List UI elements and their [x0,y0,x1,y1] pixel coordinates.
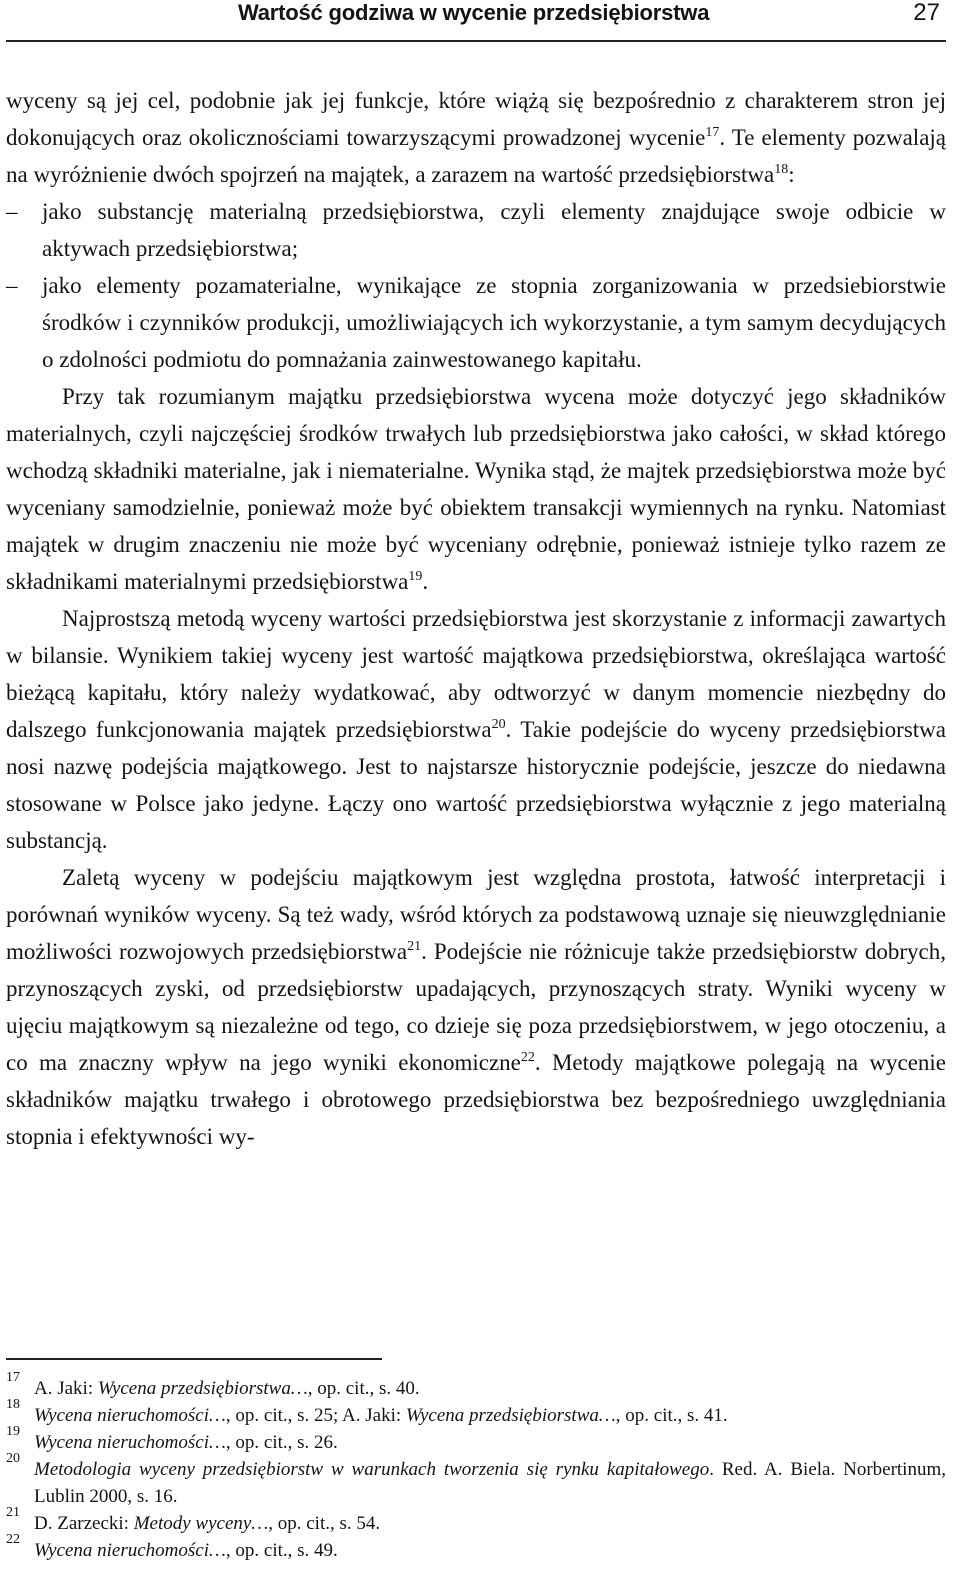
footnote-number: 19 [6,1424,20,1439]
list-item [6,193,946,267]
paragraph-1 [6,82,946,193]
footnote-text: , op. cit., s. 25; A. Jaki: [225,1405,406,1426]
list-item-text: jako elementy pozamaterialne, wynikające ze stopnia zorganizowania w przedsiebiorstwie środków i czynników produkcji, umożliwiających ich wykorzystanie, a tym samym decydujących o zdolności podmiotu do pomnażania zainwestowanego kapitału. [42,273,946,372]
footnote [6,1451,946,1510]
paragraph-4 [6,859,946,1155]
footnote-ref: 19 [408,569,423,584]
footnote [6,1424,946,1456]
footnote-title: Wycena przedsiębiorstwa… [405,1405,616,1426]
footnote-ref: 21 [407,939,422,954]
footnote-ref: 18 [774,162,789,177]
footnote-text: . Red. A. Biela. Norbertinum, Lublin 2000, s. 16. [34,1459,946,1507]
footnote-ref: 22 [520,1050,535,1065]
footnote-text: , op. cit., s. 40. [307,1378,420,1399]
paragraph-3 [6,600,946,859]
paragraph-text: Zaletą wyceny w podejściu majątkowym jest względna prostota, łatwość interpretacji i porównań wyników wyceny. Są też wady, wśród których za podstawową uznaje się nieuwzględnianie możliwości rozwojowych przedsiębiorstwa [6,865,946,964]
footnote-title: Metody wyceny… [133,1513,269,1534]
footnote [6,1397,946,1429]
footnote-text: , op. cit., s. 54. [268,1513,381,1534]
paragraph-text: . [422,569,429,594]
main-text [6,82,946,1155]
footnote-text: , op. cit., s. 26. [225,1432,338,1453]
list-item [6,267,946,378]
list-item-text: jako substancję materialną przedsiębiorstwa, czyli elementy znajdujące swoje odbicie w aktywach przedsiębiorstwa; [42,199,946,261]
footnote [6,1532,946,1564]
footnote-separator [6,1358,382,1360]
footnote-number: 22 [6,1532,20,1547]
footnote [6,1505,946,1537]
paragraph-text: wyceny są jej cel, podobnie jak jej funkcje, które wiążą się bezpośrednio z charakterem stron jej dokonujących oraz okolicznościami towarzyszącymi prowadzonej wycenie [6,88,946,150]
paragraph-text: . Takie podejście do wyceny przedsiębiorstwa nosi nazwę podejścia majątkowego. Jest to najstarsze historycznie podejście, jeszcze do niedawna stosowane w Polsce jako jedyne. Łączy ono wartość przedsiębiorstwa wyłącznie z jego materialną substancją. [6,717,946,853]
footnote [6,1370,946,1402]
footnote-number: 17 [6,1370,20,1385]
dash-bullet: – [6,273,18,298]
footnote-number: 20 [6,1451,20,1466]
running-header [6,0,946,40]
footnotes [6,1370,946,1564]
paragraph-text: Najprostszą metodą wyceny wartości przedsiębiorstwa jest skorzystanie z informacji zawartych w bilansie. Wynikiem takiej wyceny jest wartość majątkowa przedsiębiorstwa, określająca wartość bieżącą kapitału, który należy wydatkować, aby odtworzyć w danym momencie niezbędny do dalszego funkcjonowania majątek przedsiębiorstwa [6,606,946,742]
footnote-number: 21 [6,1505,20,1520]
footnote-number: 18 [6,1397,20,1412]
footnote-text: D. Zarzecki: [34,1513,134,1534]
paragraph-text: Przy tak rozumianym majątku przedsiębiorstwa wycena może dotyczyć jego składników materialnych, czyli najczęściej środków trwałych lub przedsiębiorstwa jako całości, w skład którego wchodzą składniki materialne, jak i niematerialne. Wynika stąd, że majtek przedsiębiorstwa może być wyceniany samodzielnie, ponieważ może być obiektem transakcji wymiennych na rynku. Natomiast majątek w drugim znaczeniu nie może być wyceniany odrębnie, ponieważ istnieje tylko razem ze składnikami materialnymi przedsiębiorstwa [6,384,946,594]
page-number: 27 [913,0,940,26]
paragraph-text: . Te elementy pozwalają na wyróżnienie dwóch spojrzeń na majątek, a zarazem na wartość przedsiębiorstwa [6,125,946,187]
footnote-ref: 17 [705,125,720,140]
footnote-text: A. Jaki: [34,1378,98,1399]
paragraph-2 [6,378,946,600]
footnote-text: , op. cit., s. 49. [225,1540,338,1561]
paragraph-text: . Podejście nie różnicuje także przedsiębiorstw dobrych, przynoszących zyski, od przedsiębiorstw upadających, przynoszących straty. Wyniki wyceny w ujęciu majątkowym są niezależne od tego, co dzieje się poza przedsiębiorstwem, w jego otoczeniu, a co ma znaczny wpływ na jego wyniki ekonomiczne [6,939,946,1075]
footnote-title: Wycena nieruchomości… [34,1540,226,1561]
footnote-title: Wycena nieruchomości… [34,1432,226,1453]
running-title: Wartość godziwa w wycenie przedsiębiorstwa [238,0,710,25]
footnote-title: Wycena przedsiębiorstwa… [97,1378,308,1399]
footnote-text: , op. cit., s. 41. [615,1405,728,1426]
header-rule [6,40,946,42]
dash-bullet: – [6,199,18,224]
paragraph-text: . Metody majątkowe polegają na wycenie składników majątku trwałego i obrotowego przedsiębiorstwa bez bezpośredniego uwzględniania stopnia i efektywności wy- [6,1050,946,1149]
paragraph-text: : [788,162,795,187]
footnote-ref: 20 [491,717,506,732]
footnote-title: Wycena nieruchomości… [34,1405,226,1426]
footnote-title: Metodologia wyceny przedsiębiorstw w warunkach tworzenia się rynku kapitałowego [34,1459,710,1480]
